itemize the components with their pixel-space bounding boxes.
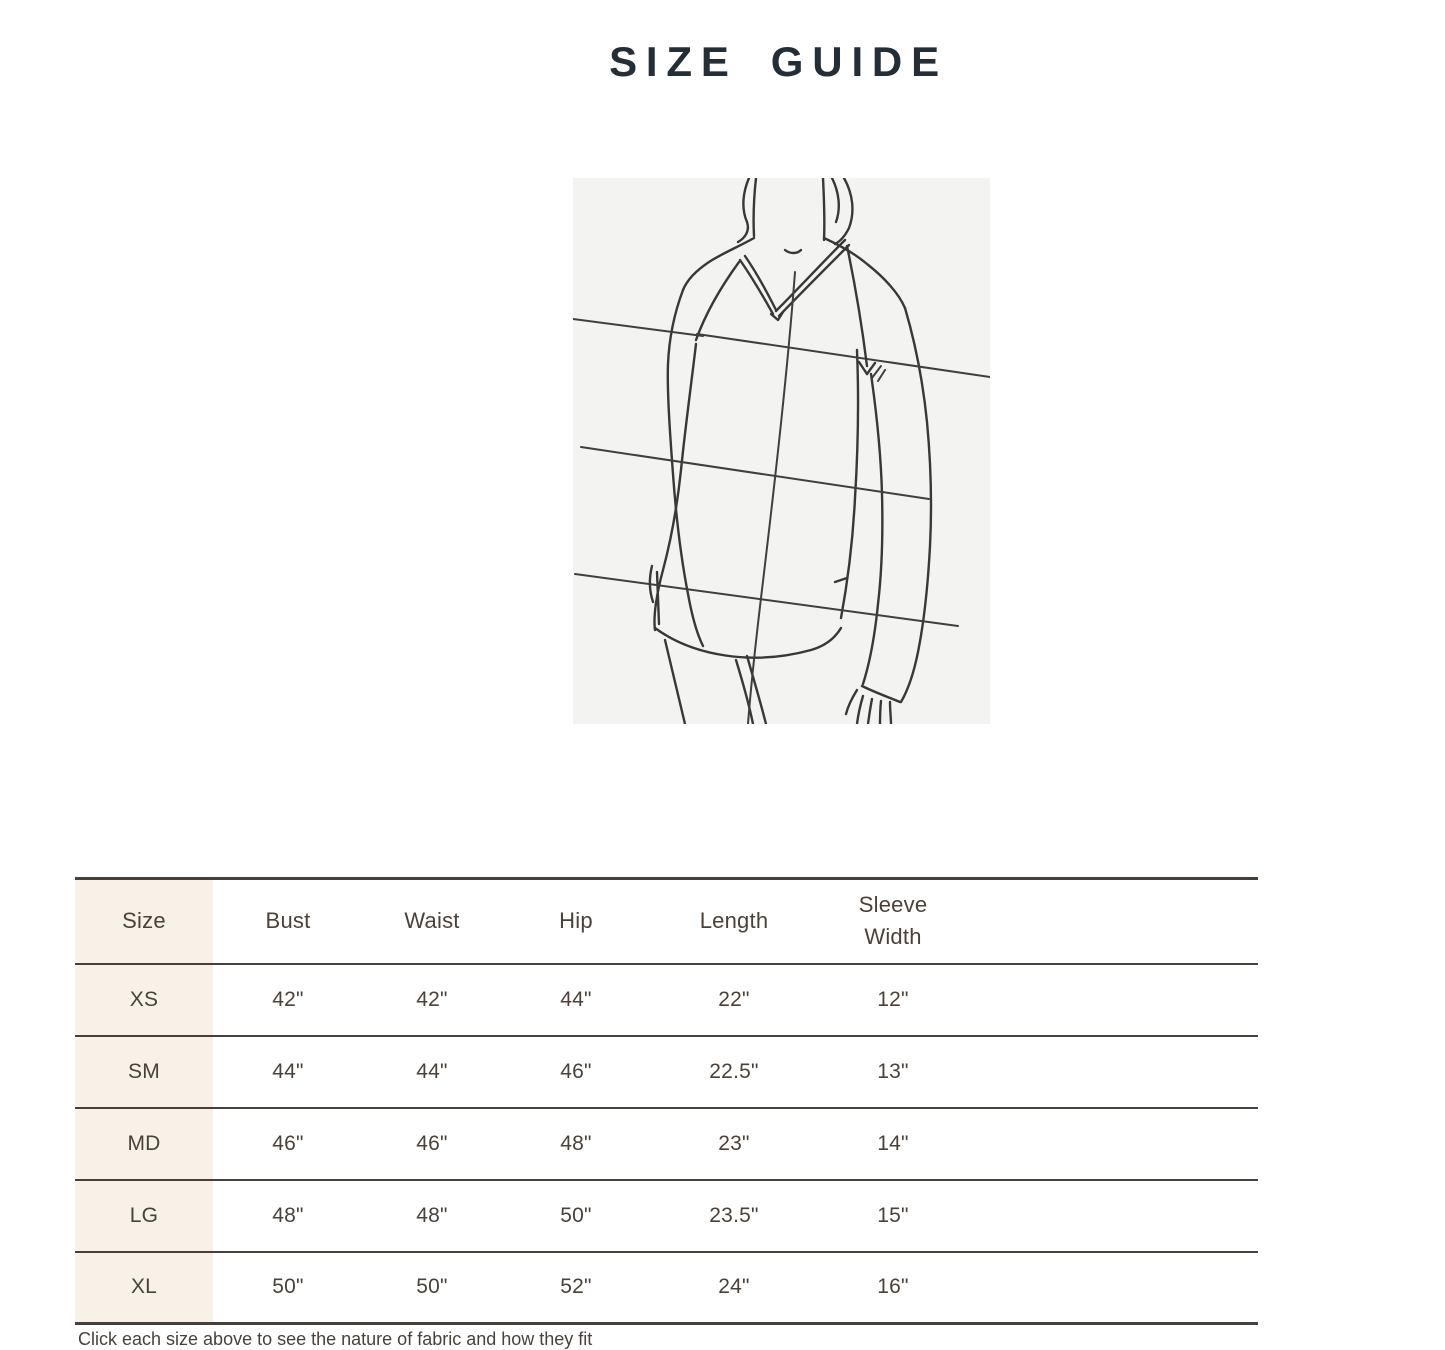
cell-waist: 44" [416,1059,448,1083]
cell-hip: 50" [560,1203,592,1227]
cell-hip: 48" [560,1131,592,1155]
cell-sleeve-width: 13" [877,1059,909,1083]
cell-length: 24" [718,1275,750,1299]
column-header-waist: Waist [404,908,460,934]
cell-size: XS [75,964,213,1036]
cell-length: 22.5" [709,1059,759,1083]
cell-size: LG [75,1180,213,1252]
cell-bust: 46" [272,1131,304,1155]
cell-size: XL [75,1252,213,1324]
figure-sketch-illustration [573,178,990,724]
column-header-hip: Hip [559,908,593,934]
column-header-size: Size [75,879,213,964]
column-header-length: Length [699,908,769,934]
cell-hip: 52" [560,1275,592,1299]
cell-size: MD [75,1108,213,1180]
cell-length: 23.5" [709,1203,759,1227]
cell-waist: 42" [416,987,448,1011]
cell-waist: 48" [416,1203,448,1227]
cell-bust: 44" [272,1059,304,1083]
cell-spacer [969,1036,1258,1108]
cell-bust: 48" [272,1203,304,1227]
size-guide-illustration [573,178,990,724]
table-row-md [75,1108,1258,1180]
cell-waist: 50" [416,1275,448,1299]
cell-bust: 50" [272,1275,304,1299]
cell-sleeve-width: 16" [877,1275,909,1299]
cell-spacer [969,1252,1258,1324]
cell-bust: 42" [272,987,304,1011]
cell-spacer [969,1180,1258,1252]
size-guide-table-section [75,877,1258,1325]
cell-spacer [969,1108,1258,1180]
column-header-spacer [969,879,1258,964]
cell-sleeve-width: 12" [877,987,909,1011]
column-header-sleeve-width: Sleeve Width [858,892,928,950]
sketch-background [573,178,990,724]
cell-length: 22" [718,987,750,1011]
cell-sleeve-width: 14" [877,1131,909,1155]
table-row-sm [75,1036,1258,1108]
cell-spacer [969,964,1258,1036]
page-title: SIZE GUIDE [609,38,948,85]
size-table-header-row [75,879,1258,964]
column-header-bust: Bust [265,908,311,934]
cell-hip: 44" [560,987,592,1011]
cell-size: SM [75,1036,213,1108]
cell-waist: 46" [416,1131,448,1155]
cell-length: 23" [718,1131,750,1155]
size-table [75,877,1258,1325]
footer-note[interactable]: Click each size above to see the nature of fabric and how they fit [78,1329,593,1349]
title-bar [0,0,1445,114]
cell-sleeve-width: 15" [877,1203,909,1227]
cell-hip: 46" [560,1059,592,1083]
table-row-xl [75,1252,1258,1324]
table-row-lg [75,1180,1258,1252]
table-row-xs [75,964,1258,1036]
